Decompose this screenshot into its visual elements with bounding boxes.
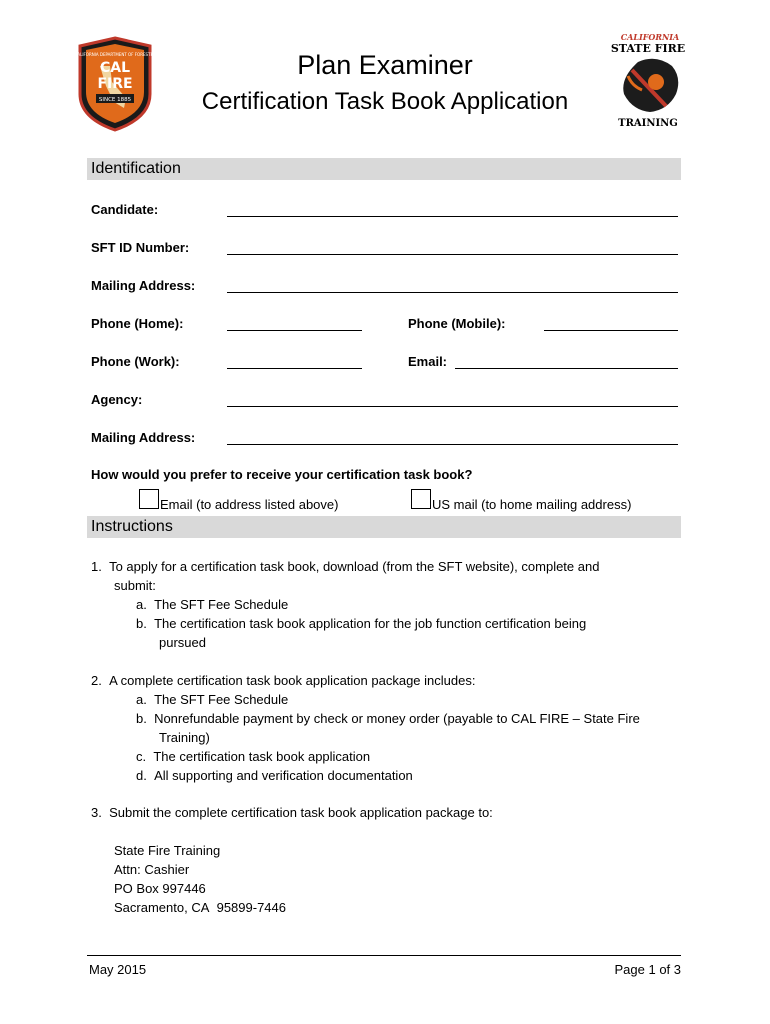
instruction-1b: b. The certification task book application for the job function certification being bbox=[136, 616, 587, 631]
instruction-2d: d. All supporting and verification documentation bbox=[136, 768, 413, 783]
training-text: TRAINING bbox=[618, 118, 678, 129]
sft-id-label: SFT ID Number: bbox=[91, 240, 190, 255]
footer-date: May 2015 bbox=[89, 962, 147, 977]
phone-home-field[interactable] bbox=[227, 330, 362, 331]
instruction-2b-cont: Training) bbox=[159, 730, 210, 745]
mailing-address-field[interactable] bbox=[227, 292, 678, 293]
phone-work-label: Phone (Work): bbox=[91, 354, 180, 369]
delivery-question: How would you prefer to receive your certification task book? bbox=[91, 467, 473, 482]
instruction-3: 3. Submit the complete certification task book application package to: bbox=[91, 805, 493, 820]
candidate-label: Candidate: bbox=[91, 202, 159, 217]
page-subtitle: Certification Task Book Application bbox=[201, 88, 569, 115]
agency-field[interactable] bbox=[227, 406, 678, 407]
agency-mailing-address-field[interactable] bbox=[227, 444, 678, 445]
email-option-label: Email (to address listed above) bbox=[160, 497, 339, 512]
agency-label: Agency: bbox=[91, 392, 143, 407]
email-option-checkbox[interactable] bbox=[139, 489, 159, 509]
instruction-2: 2. A complete certification task book application package includes: bbox=[91, 673, 476, 688]
since-text: SINCE 1885 bbox=[98, 97, 132, 103]
mail-option-checkbox[interactable] bbox=[411, 489, 431, 509]
mail-option-label: US mail (to home mailing address) bbox=[432, 497, 632, 512]
instructions-heading: Instructions bbox=[91, 518, 173, 535]
identification-header bbox=[87, 158, 681, 180]
footer-page-number: Page 1 of 3 bbox=[614, 962, 681, 977]
instruction-1: 1. To apply for a certification task book, download (from the SFT website), complete and bbox=[91, 559, 600, 574]
california-text: CALIFORNIA bbox=[620, 32, 680, 42]
instruction-2b: b. Nonrefundable payment by check or money order (payable to CAL FIRE – State Fire bbox=[136, 711, 640, 726]
instruction-1a: a. The SFT Fee Schedule bbox=[136, 597, 289, 612]
cal-text: CAL bbox=[99, 60, 131, 76]
instruction-2a: a. The SFT Fee Schedule bbox=[136, 692, 289, 707]
candidate-field[interactable] bbox=[227, 216, 678, 217]
footer-divider bbox=[87, 955, 681, 956]
page-title: Plan Examiner bbox=[297, 50, 473, 80]
phone-work-field[interactable] bbox=[227, 368, 362, 369]
identification-heading: Identification bbox=[91, 160, 181, 177]
fire-text: FIRE bbox=[97, 76, 133, 92]
phone-mobile-label: Phone (Mobile): bbox=[408, 316, 506, 331]
email-label: Email: bbox=[408, 354, 448, 369]
address-line-2: Attn: Cashier bbox=[114, 862, 190, 877]
address-line-1: State Fire Training bbox=[114, 843, 221, 858]
phone-mobile-field[interactable] bbox=[544, 330, 678, 331]
state-fire-text: STATE FIRE bbox=[610, 42, 686, 55]
phone-home-label: Phone (Home): bbox=[91, 316, 184, 331]
email-field[interactable] bbox=[455, 368, 678, 369]
mailing-address-label: Mailing Address: bbox=[91, 278, 196, 293]
address-line-4: Sacramento, CA 95899-7446 bbox=[114, 900, 286, 915]
instruction-1-cont: submit: bbox=[114, 578, 156, 593]
instructions-header bbox=[87, 516, 681, 538]
instruction-2c: c. The certification task book application bbox=[136, 749, 371, 764]
instruction-1b-cont: pursued bbox=[159, 635, 206, 650]
address-line-3: PO Box 997446 bbox=[114, 881, 206, 896]
sft-id-field[interactable] bbox=[227, 254, 678, 255]
agency-mailing-address-label: Mailing Address: bbox=[91, 430, 196, 445]
dept-text: CALIFORNIA DEPARTMENT OF FORESTRY bbox=[76, 52, 154, 57]
